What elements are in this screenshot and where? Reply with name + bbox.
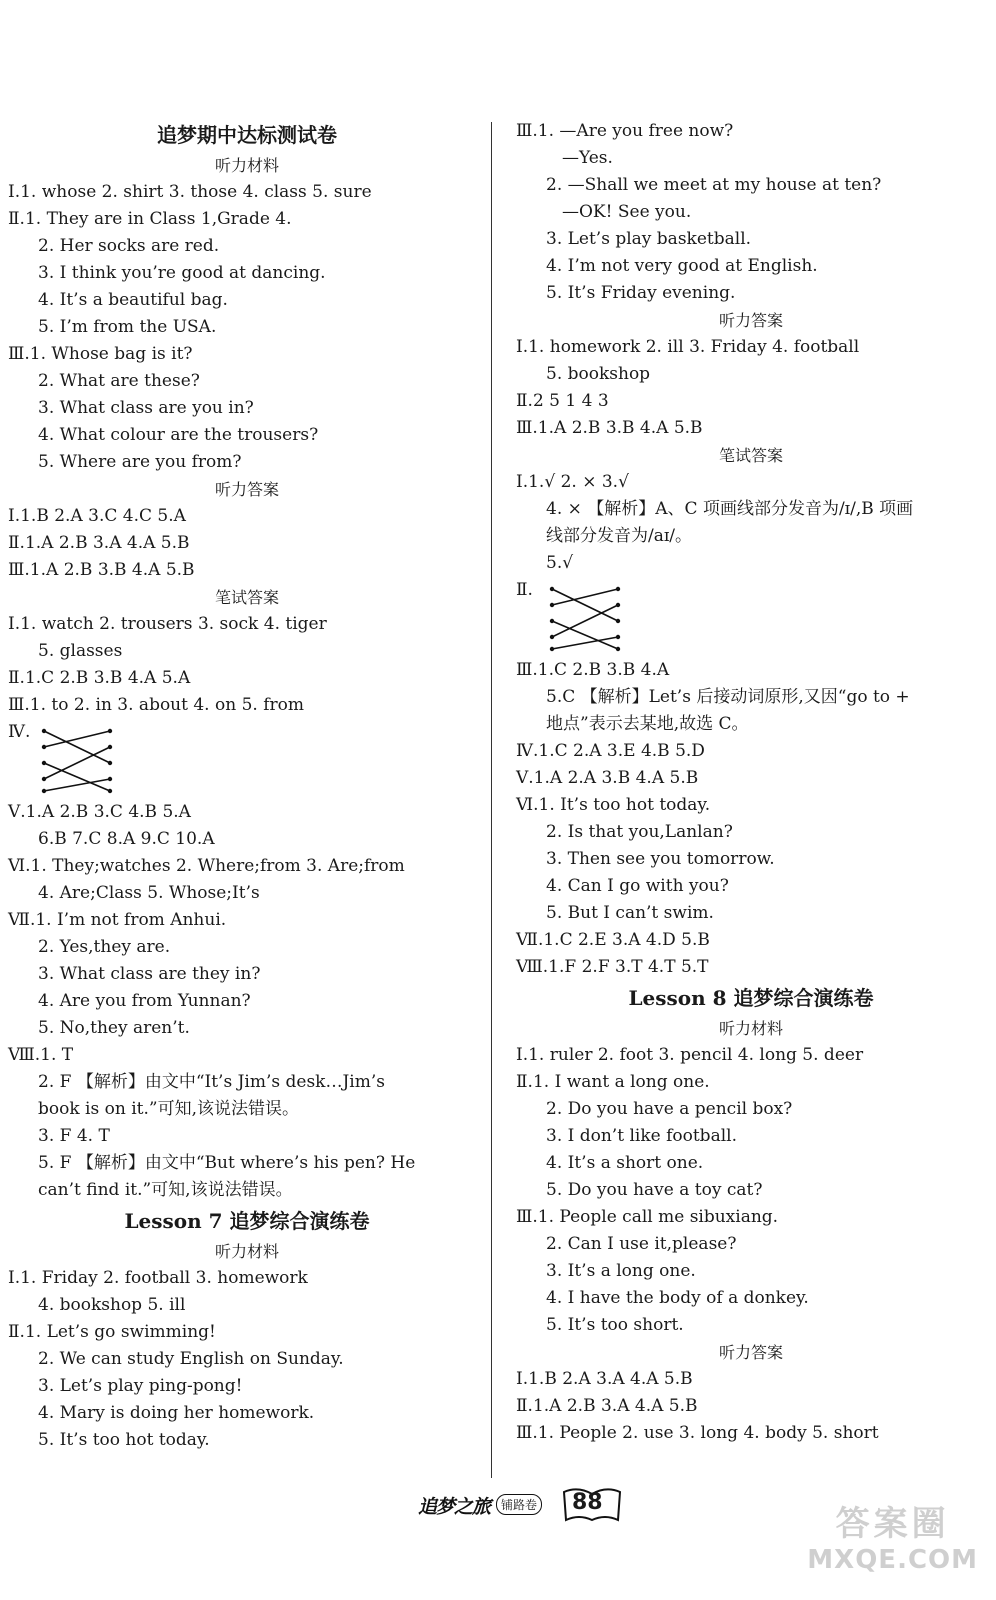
- answer-line: [8, 638, 486, 665]
- answer-line: [8, 799, 486, 826]
- answer-text: 2. F 【解析】由文中“It’s Jim’s desk…Jim’s: [38, 1072, 385, 1092]
- answer-line: [516, 1231, 986, 1258]
- watermark: [807, 1496, 978, 1575]
- subsection-heading: 听力材料: [214, 1242, 279, 1261]
- answer-text: 3. I think you’re good at dancing.: [38, 263, 326, 283]
- answer-text: Ⅱ.1. Let’s go swimming!: [8, 1322, 216, 1342]
- answer-text: Ⅱ.1. They are in Class 1,Grade 4.: [8, 209, 292, 229]
- answer-text: 5. It’s Friday evening.: [546, 283, 736, 303]
- subsection-heading: 听力材料: [718, 1019, 783, 1038]
- answer-line: [516, 1069, 986, 1096]
- answer-text: 4. It’s a beautiful bag.: [38, 290, 228, 310]
- answer-line: [516, 711, 986, 738]
- answer-line: [8, 611, 486, 638]
- answer-text: Ⅲ.1.A 2.B 3.B 4.A 5.B: [8, 560, 195, 580]
- answer-line: [516, 1123, 986, 1150]
- answer-text: 2. Yes,they are.: [38, 937, 171, 957]
- answer-line: [516, 388, 986, 415]
- answer-line: [516, 226, 986, 253]
- answer-text: Ⅰ.1. Friday 2. football 3. homework: [8, 1268, 308, 1288]
- answer-line: [8, 287, 486, 314]
- answer-text: Ⅷ.1. T: [8, 1045, 74, 1065]
- answer-text: 2. Her socks are red.: [38, 236, 220, 256]
- answer-line: [8, 988, 486, 1015]
- answer-text: 3. F 4. T: [38, 1126, 110, 1146]
- answer-text: 4. I’m not very good at English.: [546, 256, 818, 276]
- answer-line: [516, 550, 986, 577]
- answer-text: Ⅱ.1.A 2.B 3.A 4.A 5.B: [516, 1396, 698, 1416]
- answer-line: [516, 657, 986, 684]
- answer-line: [516, 1285, 986, 1312]
- answer-line: [516, 792, 986, 819]
- answer-line: [8, 1265, 486, 1292]
- answer-line: [8, 449, 486, 476]
- answer-text: Ⅲ.1. People 2. use 3. long 4. body 5. short: [516, 1423, 879, 1443]
- answer-line: [8, 1069, 486, 1096]
- answer-line: [8, 853, 486, 880]
- answer-text: Ⅱ.1.A 2.B 3.A 4.A 5.B: [8, 533, 190, 553]
- answer-line: [516, 361, 986, 388]
- answer-text: 3. I don’t like football.: [546, 1126, 737, 1146]
- right-column: [516, 118, 986, 1447]
- watermark-cn: 答案圈: [835, 1504, 950, 1544]
- answer-line: [516, 1042, 986, 1069]
- answer-line: [516, 1177, 986, 1204]
- answer-text: Ⅲ.1.A 2.B 3.B 4.A 5.B: [516, 418, 703, 438]
- answer-text: 5. I’m from the USA.: [38, 317, 217, 337]
- answer-text: Ⅰ.1. whose 2. shirt 3. those 4. class 5. sure: [8, 182, 372, 202]
- answer-line: [516, 280, 986, 307]
- answer-line: [8, 692, 486, 719]
- answer-line: [516, 684, 986, 711]
- answer-text: 4. × 【解析】A、C 项画线部分发音为/ɪ/,B 项画: [546, 499, 914, 519]
- matching-label: Ⅳ.: [8, 722, 31, 742]
- answer-line: [8, 826, 486, 853]
- answer-text: 6.B 7.C 8.A 9.C 10.A: [38, 829, 215, 849]
- watermark-url: MXQE.COM: [807, 1545, 978, 1575]
- answer-text: Ⅲ.1. People call me sibuxiang.: [516, 1207, 779, 1227]
- page-number: 88: [572, 1490, 603, 1515]
- answer-text: Ⅰ.1. watch 2. trousers 3. sock 4. tiger: [8, 614, 327, 634]
- answer-line: [516, 954, 986, 981]
- answer-line: [8, 1292, 486, 1319]
- footer-badge: 铺路卷: [496, 1494, 542, 1515]
- answer-text: 5. Where are you from?: [38, 452, 242, 472]
- answer-line: [516, 118, 986, 145]
- answer-line: [516, 738, 986, 765]
- answer-line: [8, 233, 486, 260]
- answer-text: 5.C 【解析】Let’s 后接动词原形,又因“go to +: [546, 687, 910, 707]
- answer-text: 3. It’s a long one.: [546, 1261, 696, 1281]
- answer-line: [8, 1096, 486, 1123]
- subsection-heading: 听力材料: [214, 156, 279, 175]
- answer-line: [516, 846, 986, 873]
- answer-line: [8, 665, 486, 692]
- matching-diagram: [516, 577, 986, 657]
- answer-text: 3. Let’s play basketball.: [546, 229, 752, 249]
- answer-text: Ⅲ.1. Whose bag is it?: [8, 344, 193, 364]
- section-title: Lesson 8 追梦综合演练卷: [628, 986, 874, 1010]
- answer-text: 4. What colour are the trousers?: [38, 425, 319, 445]
- answer-text: Ⅰ.1. homework 2. ill 3. Friday 4. football: [516, 337, 860, 357]
- answer-line: [516, 1096, 986, 1123]
- answer-text: 2. We can study English on Sunday.: [38, 1349, 344, 1369]
- answer-text: 4. Mary is doing her homework.: [38, 1403, 315, 1423]
- answer-line: [516, 900, 986, 927]
- answer-line: [8, 206, 486, 233]
- answer-line: [8, 314, 486, 341]
- answer-line: [516, 523, 986, 550]
- answer-text: 2. Is that you,Lanlan?: [546, 822, 733, 842]
- answer-text: Ⅵ.1. They;watches 2. Where;from 3. Are;from: [8, 856, 405, 876]
- answer-text: 4. Are;Class 5. Whose;It’s: [38, 883, 260, 903]
- answer-text: 5. It’s too short.: [546, 1315, 684, 1335]
- answer-line: [8, 1346, 486, 1373]
- answer-text: Ⅶ.1. I’m not from Anhui.: [8, 910, 227, 930]
- answer-line: [516, 1393, 986, 1420]
- answer-line: [516, 334, 986, 361]
- answer-text: 5. But I can’t swim.: [546, 903, 714, 923]
- answer-line: [8, 341, 486, 368]
- answer-line: [516, 415, 986, 442]
- answer-text: Ⅱ.2 5 1 4 3: [516, 391, 609, 411]
- answer-text: book is on it.”可知,该说法错误。: [38, 1099, 299, 1119]
- answer-line: [8, 368, 486, 395]
- answer-line: [516, 253, 986, 280]
- answer-text: 5. bookshop: [546, 364, 651, 384]
- subsection-heading: 笔试答案: [214, 588, 279, 607]
- answer-text: 2. —Shall we meet at my house at ten?: [546, 175, 882, 195]
- answer-text: Ⅰ.1.√ 2. × 3.√: [516, 472, 629, 492]
- answer-line: [516, 172, 986, 199]
- answer-line: [516, 1204, 986, 1231]
- answer-text: Ⅲ.1. —Are you free now?: [516, 121, 734, 141]
- answer-text: 线部分发音为/aɪ/。: [546, 526, 693, 546]
- answer-line: [8, 557, 486, 584]
- answer-line: [516, 469, 986, 496]
- answer-line: [8, 1373, 486, 1400]
- answer-line: [8, 530, 486, 557]
- answer-line: [8, 1400, 486, 1427]
- matching-lines-icon: [38, 723, 118, 795]
- answer-text: Ⅰ.1.B 2.A 3.A 4.A 5.B: [516, 1369, 693, 1389]
- answer-line: [516, 1258, 986, 1285]
- answer-text: Ⅱ.1. I want a long one.: [516, 1072, 710, 1092]
- answer-text: 5. No,they aren’t.: [38, 1018, 190, 1038]
- answer-text: 4. Are you from Yunnan?: [38, 991, 251, 1011]
- answer-line: [8, 1319, 486, 1346]
- answer-text: 2. Can I use it,please?: [546, 1234, 737, 1254]
- footer-brand: 追梦之旅: [418, 1496, 491, 1518]
- answer-line: [8, 1177, 486, 1204]
- answer-line: [8, 1042, 486, 1069]
- answer-text: —Yes.: [562, 148, 613, 168]
- answer-text: Ⅲ.1.C 2.B 3.B 4.A: [516, 660, 670, 680]
- answer-text: 5. glasses: [38, 641, 123, 661]
- subsection-heading: 听力答案: [718, 1343, 783, 1362]
- answer-text: 5. It’s too hot today.: [38, 1430, 210, 1450]
- matching-label: Ⅱ.: [516, 580, 533, 600]
- answer-line: [516, 496, 986, 523]
- matching-diagram: [8, 719, 486, 799]
- answer-line: [516, 1366, 986, 1393]
- left-column: [8, 118, 486, 1454]
- answer-text: Ⅰ.1. ruler 2. foot 3. pencil 4. long 5. deer: [516, 1045, 864, 1065]
- answer-line: [516, 1312, 986, 1339]
- answer-text: 4. bookshop 5. ill: [38, 1295, 186, 1315]
- answer-line: [8, 880, 486, 907]
- answer-line: [8, 934, 486, 961]
- answer-text: can’t find it.”可知,该说法错误。: [38, 1180, 293, 1200]
- answer-text: Ⅰ.1.B 2.A 3.C 4.C 5.A: [8, 506, 186, 526]
- answer-line: [8, 503, 486, 530]
- answer-line: [8, 1123, 486, 1150]
- answer-line: [8, 1015, 486, 1042]
- answer-line: [516, 765, 986, 792]
- answer-line: [8, 422, 486, 449]
- answer-line: [516, 819, 986, 846]
- answer-line: [8, 907, 486, 934]
- answer-line: [8, 395, 486, 422]
- answer-text: 2. Do you have a pencil box?: [546, 1099, 793, 1119]
- subsection-heading: 听力答案: [214, 480, 279, 499]
- answer-line: [516, 873, 986, 900]
- answer-line: [8, 1427, 486, 1454]
- subsection-heading: 听力答案: [718, 311, 783, 330]
- answer-line: [516, 199, 986, 226]
- answer-line: [8, 1150, 486, 1177]
- answer-text: Ⅷ.1.F 2.F 3.T 4.T 5.T: [516, 957, 709, 977]
- answer-line: [8, 260, 486, 287]
- answer-line: [516, 927, 986, 954]
- answer-text: 4. Can I go with you?: [546, 876, 729, 896]
- answer-text: Ⅶ.1.C 2.E 3.A 4.D 5.B: [516, 930, 710, 950]
- answer-line: [8, 961, 486, 988]
- answer-line: [8, 179, 486, 206]
- subsection-heading: 笔试答案: [718, 446, 783, 465]
- answer-text: 5.√: [546, 553, 574, 573]
- answer-text: 3. What class are you in?: [38, 398, 254, 418]
- answer-text: 3. Then see you tomorrow.: [546, 849, 775, 869]
- answer-text: 3. Let’s play ping-pong!: [38, 1376, 243, 1396]
- answer-line: [516, 1150, 986, 1177]
- section-title: Lesson 7 追梦综合演练卷: [124, 1209, 370, 1233]
- answer-text: Ⅱ.1.C 2.B 3.B 4.A 5.A: [8, 668, 191, 688]
- answer-text: Ⅴ.1.A 2.A 3.B 4.A 5.B: [516, 768, 699, 788]
- answer-line: [516, 1420, 986, 1447]
- answer-text: Ⅳ.1.C 2.A 3.E 4.B 5.D: [516, 741, 705, 761]
- answer-text: 5. Do you have a toy cat?: [546, 1180, 763, 1200]
- answer-text: Ⅵ.1. It’s too hot today.: [516, 795, 711, 815]
- answer-text: 4. It’s a short one.: [546, 1153, 704, 1173]
- column-divider: [491, 122, 492, 1478]
- section-title: 追梦期中达标测试卷: [157, 123, 337, 147]
- answer-text: Ⅲ.1. to 2. in 3. about 4. on 5. from: [8, 695, 304, 715]
- answer-text: 5. F 【解析】由文中“But where’s his pen? He: [38, 1153, 416, 1173]
- answer-text: 地点”表示去某地,故选 C。: [546, 714, 749, 734]
- answer-text: —OK! See you.: [562, 202, 692, 222]
- answer-text: 2. What are these?: [38, 371, 200, 391]
- answer-text: 4. I have the body of a donkey.: [546, 1288, 809, 1308]
- matching-lines-icon: [546, 581, 626, 653]
- answer-text: Ⅴ.1.A 2.B 3.C 4.B 5.A: [8, 802, 191, 822]
- answer-line: [516, 145, 986, 172]
- answer-text: 3. What class are they in?: [38, 964, 261, 984]
